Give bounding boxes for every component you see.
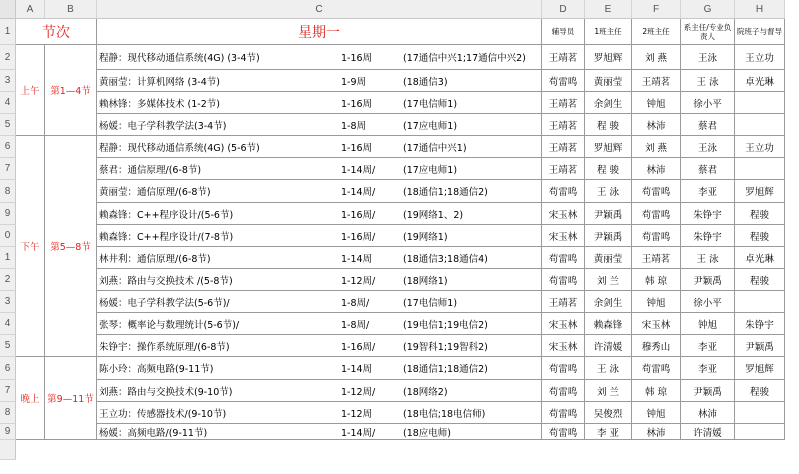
course-title: 刘燕：路由与交换技术 /(5-8节): [99, 275, 233, 287]
staff-cell-f[interactable]: 钟旭: [632, 92, 681, 114]
course-weeks: 1-9周: [341, 76, 367, 88]
course-weeks: 1-12周/: [341, 386, 376, 398]
course-title: 赖林锋：多媒体技术 (1-2节): [99, 98, 220, 110]
course-weeks: 1-14周/: [341, 164, 376, 176]
staff-cell-g[interactable]: 尹颖禹: [681, 380, 735, 402]
row-header[interactable]: 4: [0, 313, 16, 335]
staff-cell-h[interactable]: [735, 92, 785, 114]
staff-cell-h[interactable]: 程骏: [735, 225, 785, 247]
staff-cell-h[interactable]: 罗旭辉: [735, 180, 785, 203]
row-header[interactable]: 5: [0, 114, 16, 136]
course-cell[interactable]: [97, 180, 542, 203]
staff-cell-g[interactable]: 尹颖禹: [681, 269, 735, 291]
staff-cell-g[interactable]: 李亚: [681, 335, 735, 357]
staff-cell-d[interactable]: 苟雷鸣: [542, 180, 585, 203]
course-cell[interactable]: [97, 424, 542, 440]
staff-cell-h[interactable]: 尹颖禹: [735, 335, 785, 357]
course-title: 黄丽莹：通信原理/(6-8节): [99, 187, 211, 198]
course-classes: (19智科1;19智科2): [403, 341, 488, 353]
empty-cell[interactable]: [585, 440, 632, 460]
row-header[interactable]: 9: [0, 424, 16, 440]
staff-cell-d[interactable]: 宋玉林: [542, 225, 585, 247]
header-dept-cell[interactable]: 系主任/专业负责人: [681, 19, 735, 45]
staff-cell-e[interactable]: 吴俊烈: [585, 402, 632, 424]
header-college-cell[interactable]: 院班子与督导: [735, 19, 785, 45]
row-header[interactable]: 2: [0, 45, 16, 70]
staff-cell-d[interactable]: 苟雷鸣: [542, 424, 585, 440]
staff-cell-f[interactable]: 苟雷鸣: [632, 203, 681, 225]
staff-cell-f[interactable]: 韩 琼: [632, 380, 681, 402]
block-periods-cell[interactable]: 第1—4节: [45, 45, 97, 136]
row-header[interactable]: [0, 440, 16, 460]
header-class2-cell[interactable]: 2班主任: [632, 19, 681, 45]
course-cell[interactable]: [97, 114, 542, 136]
block-label-cell[interactable]: 下午: [16, 136, 45, 357]
staff-cell-f[interactable]: 韩 琼: [632, 269, 681, 291]
staff-cell-e[interactable]: 程 骏: [585, 158, 632, 180]
course-cell[interactable]: [97, 203, 542, 225]
staff-cell-d[interactable]: 宋玉林: [542, 203, 585, 225]
staff-cell-g[interactable]: 李亚: [681, 357, 735, 380]
row-header[interactable]: 7: [0, 158, 16, 180]
block-periods-cell[interactable]: 第5—8节: [45, 136, 97, 357]
row-header[interactable]: 6: [0, 357, 16, 380]
course-classes: (18通信1;18通信2): [403, 187, 488, 198]
course-weeks: 1-12周: [341, 408, 373, 420]
course-cell[interactable]: [97, 45, 542, 70]
staff-cell-f[interactable]: 林沛: [632, 158, 681, 180]
staff-cell-f[interactable]: 宋玉林: [632, 313, 681, 335]
staff-cell-d[interactable]: 王靖茗: [542, 136, 585, 158]
staff-cell-e[interactable]: 尹颖禹: [585, 203, 632, 225]
course-classes: (18电信;18电信师): [403, 408, 486, 420]
column-header-f[interactable]: F: [632, 0, 681, 19]
course-title: 杨媛：电子学科教学法(3-4节): [99, 120, 227, 132]
course-classes: (18通信3;18通信4): [403, 253, 488, 265]
staff-cell-f[interactable]: 刘 燕: [632, 136, 681, 158]
staff-cell-f[interactable]: 王靖茗: [632, 70, 681, 92]
course-title: 张琴：概率论与数理统计(5-6节)/: [99, 319, 240, 331]
staff-cell-d[interactable]: 王靖茗: [542, 92, 585, 114]
empty-cell[interactable]: [542, 440, 585, 460]
course-cell[interactable]: [97, 357, 542, 380]
staff-cell-h[interactable]: [735, 158, 785, 180]
staff-cell-f[interactable]: 林沛: [632, 424, 681, 440]
course-cell[interactable]: [97, 291, 542, 313]
course-title: 程静：现代移动通信系统(4G) (5-6节): [99, 142, 260, 154]
staff-cell-h[interactable]: [735, 402, 785, 424]
course-classes: (18网络2): [403, 386, 448, 398]
course-title: 程静：现代移动通信系统(4G) (3-4节): [99, 53, 260, 64]
staff-cell-g[interactable]: 徐小平: [681, 291, 735, 313]
row-header[interactable]: 9: [0, 203, 16, 225]
empty-cell[interactable]: [45, 440, 97, 460]
course-classes: (18网络1): [403, 275, 448, 287]
course-cell[interactable]: [97, 158, 542, 180]
course-weeks: 1-12周/: [341, 275, 376, 287]
staff-cell-e[interactable]: 许清媛: [585, 335, 632, 357]
course-cell[interactable]: [97, 402, 542, 424]
staff-cell-d[interactable]: 王靖茗: [542, 45, 585, 70]
empty-cell[interactable]: [632, 440, 681, 460]
staff-cell-h[interactable]: 卓光琳: [735, 247, 785, 269]
staff-cell-f[interactable]: 苟雷鸣: [632, 225, 681, 247]
staff-cell-e[interactable]: 李 亚: [585, 424, 632, 440]
course-weeks: 1-16周/: [341, 209, 376, 221]
staff-cell-g[interactable]: 王 泳: [681, 247, 735, 269]
block-periods-cell[interactable]: 第9—11节: [45, 357, 97, 440]
staff-cell-e[interactable]: 王 泳: [585, 180, 632, 203]
row-header[interactable]: 1: [0, 19, 16, 45]
empty-cell[interactable]: [681, 440, 735, 460]
staff-cell-g[interactable]: 蔡君: [681, 114, 735, 136]
course-title: 蔡君：通信原理/(6-8节): [99, 164, 202, 176]
course-title: 赖森锋：C++程序设计/(5-6节): [99, 209, 234, 221]
staff-cell-e[interactable]: 刘 兰: [585, 380, 632, 402]
course-title: 黄丽莹：计算机网络 (3-4节): [99, 76, 220, 88]
staff-cell-h[interactable]: [735, 424, 785, 440]
staff-cell-d[interactable]: 苟雷鸣: [542, 269, 585, 291]
staff-cell-g[interactable]: 王泳: [681, 136, 735, 158]
staff-cell-e[interactable]: 余剑生: [585, 92, 632, 114]
course-cell[interactable]: [97, 380, 542, 402]
column-header-e[interactable]: E: [585, 0, 632, 19]
staff-cell-g[interactable]: 王 泳: [681, 70, 735, 92]
row-header[interactable]: 3: [0, 70, 16, 92]
staff-cell-g[interactable]: 钟旭: [681, 313, 735, 335]
staff-cell-h[interactable]: 程骏: [735, 203, 785, 225]
course-weeks: 1-16周: [341, 142, 373, 154]
staff-cell-e[interactable]: 罗旭辉: [585, 136, 632, 158]
staff-cell-f[interactable]: 刘 燕: [632, 45, 681, 70]
staff-cell-g[interactable]: 林沛: [681, 402, 735, 424]
staff-cell-h[interactable]: 朱铮宇: [735, 313, 785, 335]
course-title: 林井利：通信原理/(6-8节): [99, 253, 211, 265]
staff-cell-e[interactable]: 刘 兰: [585, 269, 632, 291]
staff-cell-e[interactable]: 余剑生: [585, 291, 632, 313]
block-label-cell[interactable]: 晚上: [16, 357, 45, 440]
select-all-corner[interactable]: [0, 0, 16, 19]
block-label-cell[interactable]: 上午: [16, 45, 45, 136]
staff-cell-h[interactable]: 程骏: [735, 380, 785, 402]
course-weeks: 1-14周/: [341, 427, 376, 439]
course-weeks: 1-14周/: [341, 187, 376, 198]
course-title: 杨媛：电子学科教学法(5-6节)/: [99, 297, 230, 309]
course-classes: (17应电师1): [403, 164, 458, 176]
column-header-c[interactable]: C: [97, 0, 542, 19]
row-header[interactable]: 4: [0, 92, 16, 114]
staff-cell-h[interactable]: 王立功: [735, 136, 785, 158]
staff-cell-e[interactable]: 罗旭辉: [585, 45, 632, 70]
staff-cell-f[interactable]: 苟雷鸣: [632, 357, 681, 380]
header-period-cell[interactable]: 节次: [16, 19, 97, 45]
course-classes: (19网络1): [403, 231, 448, 243]
course-weeks: 1-8周/: [341, 297, 370, 309]
row-header[interactable]: 0: [0, 225, 16, 247]
staff-cell-e[interactable]: 赖森锋: [585, 313, 632, 335]
empty-cell[interactable]: [97, 440, 542, 460]
staff-cell-g[interactable]: 王泳: [681, 45, 735, 70]
course-cell[interactable]: [97, 136, 542, 158]
course-classes: (19电信1;19电信2): [403, 319, 488, 331]
course-classes: (17通信中兴1;17通信中兴2): [403, 53, 526, 64]
course-cell[interactable]: [97, 269, 542, 291]
course-weeks: 1-16周: [341, 98, 373, 110]
course-classes: (18通信1;18通信2): [403, 364, 488, 375]
course-weeks: 1-16周/: [341, 341, 376, 353]
course-title: 王立功：传感器技术/(9-10节): [99, 408, 227, 420]
staff-cell-g[interactable]: 朱铮宇: [681, 203, 735, 225]
staff-cell-d[interactable]: 苟雷鸣: [542, 402, 585, 424]
course-classes: (18应电师): [403, 427, 452, 439]
staff-cell-h[interactable]: [735, 114, 785, 136]
course-title: 朱铮宇：操作系统原理/(6-8节): [99, 341, 230, 353]
course-weeks: 1-16周/: [341, 231, 376, 243]
row-header[interactable]: 7: [0, 380, 16, 402]
staff-cell-g[interactable]: 李亚: [681, 180, 735, 203]
staff-cell-d[interactable]: 王靖茗: [542, 291, 585, 313]
empty-cell[interactable]: [16, 440, 45, 460]
staff-cell-e[interactable]: 黄丽莹: [585, 247, 632, 269]
course-cell[interactable]: [97, 92, 542, 114]
header-class1-cell[interactable]: 1班主任: [585, 19, 632, 45]
staff-cell-d[interactable]: 苟雷鸣: [542, 247, 585, 269]
staff-cell-f[interactable]: 林沛: [632, 114, 681, 136]
staff-cell-d[interactable]: 王靖茗: [542, 114, 585, 136]
course-cell[interactable]: [97, 225, 542, 247]
course-classes: (17电信师1): [403, 98, 458, 110]
course-weeks: 1-8周: [341, 120, 367, 132]
course-classes: (17应电师1): [403, 120, 458, 132]
course-title: 刘燕：路由与交换技术(9-10节): [99, 386, 233, 398]
staff-cell-e[interactable]: 程 骏: [585, 114, 632, 136]
staff-cell-d[interactable]: 王靖茗: [542, 158, 585, 180]
staff-cell-g[interactable]: 徐小平: [681, 92, 735, 114]
course-weeks: 1-8周/: [341, 319, 370, 331]
column-header-h[interactable]: H: [735, 0, 785, 19]
staff-cell-f[interactable]: 王靖茗: [632, 247, 681, 269]
staff-cell-d[interactable]: 宋玉林: [542, 313, 585, 335]
course-cell[interactable]: [97, 335, 542, 357]
staff-cell-g[interactable]: 许清媛: [681, 424, 735, 440]
course-cell[interactable]: [97, 313, 542, 335]
row-header[interactable]: 8: [0, 180, 16, 203]
staff-cell-d[interactable]: 苟雷鸣: [542, 380, 585, 402]
staff-cell-g[interactable]: 蔡君: [681, 158, 735, 180]
staff-cell-f[interactable]: 钟旭: [632, 291, 681, 313]
staff-cell-d[interactable]: 宋玉林: [542, 335, 585, 357]
column-header-a[interactable]: A: [16, 0, 45, 19]
row-header[interactable]: 8: [0, 402, 16, 424]
staff-cell-e[interactable]: 王 泳: [585, 357, 632, 380]
course-weeks: 1-16周: [341, 53, 373, 64]
staff-cell-f[interactable]: 苟雷鸣: [632, 180, 681, 203]
course-classes: (18通信3): [403, 76, 448, 88]
staff-cell-d[interactable]: 苟雷鸣: [542, 70, 585, 92]
staff-cell-f[interactable]: 钟旭: [632, 402, 681, 424]
staff-cell-h[interactable]: 程骏: [735, 269, 785, 291]
header-tutor-cell[interactable]: 辅导员: [542, 19, 585, 45]
staff-cell-h[interactable]: [735, 291, 785, 313]
course-cell[interactable]: [97, 247, 542, 269]
staff-cell-h[interactable]: 罗旭辉: [735, 357, 785, 380]
staff-cell-e[interactable]: 尹颖禹: [585, 225, 632, 247]
row-header[interactable]: 2: [0, 269, 16, 291]
staff-cell-h[interactable]: 卓光琳: [735, 70, 785, 92]
row-header[interactable]: 6: [0, 136, 16, 158]
course-title: 杨媛：高频电路/(9-11节): [99, 427, 208, 439]
course-cell[interactable]: [97, 70, 542, 92]
staff-cell-e[interactable]: 黄丽莹: [585, 70, 632, 92]
row-header[interactable]: 5: [0, 335, 16, 357]
staff-cell-h[interactable]: 王立功: [735, 45, 785, 70]
course-classes: (17通信中兴1): [403, 142, 467, 154]
staff-cell-f[interactable]: 穆秀山: [632, 335, 681, 357]
row-header[interactable]: 3: [0, 291, 16, 313]
course-weeks: 1-14周: [341, 364, 373, 375]
column-header-b[interactable]: B: [45, 0, 97, 19]
column-header-g[interactable]: G: [681, 0, 735, 19]
course-classes: (17电信师1): [403, 297, 458, 309]
course-weeks: 1-14周: [341, 253, 373, 265]
course-classes: (19网络1、2): [403, 209, 464, 221]
course-title: 陈小玲：高频电路(9-11节): [99, 364, 214, 375]
course-title: 赖森锋：C++程序设计/(7-8节): [99, 231, 234, 243]
empty-cell[interactable]: [735, 440, 785, 460]
column-header-d[interactable]: D: [542, 0, 585, 19]
staff-cell-g[interactable]: 朱铮宇: [681, 225, 735, 247]
row-header[interactable]: 1: [0, 247, 16, 269]
header-day-cell[interactable]: 星期一: [97, 19, 542, 45]
staff-cell-d[interactable]: 苟雷鸣: [542, 357, 585, 380]
